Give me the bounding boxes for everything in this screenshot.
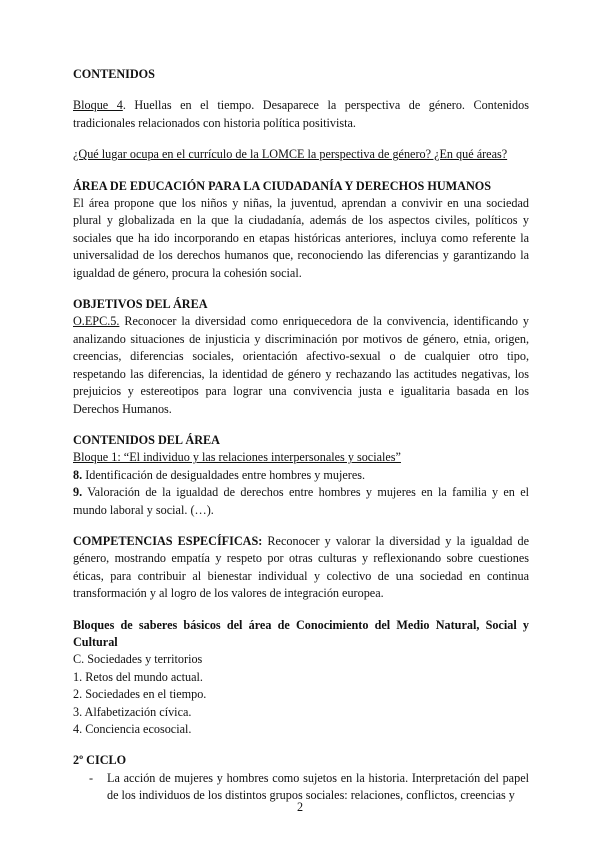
objetivo-code: O.EPC.5. — [73, 314, 120, 329]
page-number: 2 — [296, 800, 304, 814]
objetivo-text: Reconocer la diversidad como enriquecedora de la convivencia, identificando y analizando situaciones de injusticia y discriminación por motivos de género, etnia, origen, creencias, diferencias sociales, orientación afectivo-sexual o de cualquier otro tipo, respetando las diferencias, la identidad de género y rechazando las actitudes negativas, los prejuicios y estereotipos para lograr una convivencia justa e igualitaria basada en los Derechos Humanos. — [73, 314, 529, 416]
ciclo-heading: 2º CICLO — [73, 753, 127, 768]
objetivos-paragraph — [73, 313, 529, 417]
saberes-item: 2. Sociedades en el tiempo. — [73, 687, 207, 702]
saberes-item: 1. Retos del mundo actual. — [73, 669, 203, 684]
area-heading: ÁREA DE EDUCACIÓN PARA LA CIUDADANÍA Y DERECHOS HUMANOS — [73, 178, 492, 193]
saberes-heading: Bloques de saberes básicos del área de Conocimiento del Medio Natural, Social y Cultural — [73, 617, 529, 649]
contenidos-heading: CONTENIDOS — [73, 67, 155, 81]
bloque4-paragraph — [73, 97, 529, 132]
item-9-number: 9. — [73, 485, 83, 500]
contenidos-area-heading: CONTENIDOS DEL ÁREA — [73, 432, 220, 447]
saberes-item: 3. Alfabetización cívica. — [73, 704, 192, 719]
ciclo-bullet: - La acción de mujeres y hombres como sujetos en la historia. Interpretación del papel de los individuos de los distintos grupos sociales: relaciones, conflictos, creencias y — [107, 770, 529, 805]
bloque4-label: Bloque 4 — [73, 98, 123, 113]
competencias-text: Reconocer y valorar la diversidad y la igualdad de género, mostrando empatía y respeto por otras culturas y reflexionando sobre cuestiones éticas, para contribuir al bienestar individual y colectivo de una sociedad en continua transformación y al logro de los valores de integración europea. — [73, 533, 529, 601]
item-8 — [73, 467, 529, 484]
objetivos-heading: OBJETIVOS DEL ÁREA — [73, 297, 208, 312]
competencias-paragraph — [73, 533, 529, 603]
item-9-text: Valoración de la igualdad de derechos entre hombres y mujeres en la familia y en el mundo laboral y social. (…). — [73, 485, 529, 517]
competencias-label: COMPETENCIAS ESPECÍFICAS: — [73, 533, 263, 548]
bloque1-title: Bloque 1: “El individuo y las relaciones interpersonales y sociales” — [73, 450, 401, 465]
page-content — [73, 66, 529, 805]
item-8-text: Identificación de desigualdades entre hombres y mujeres. — [82, 467, 366, 482]
item-8-number: 8. — [73, 467, 83, 482]
curriculum-question: ¿Qué lugar ocupa en el currículo de la LOMCE la perspectiva de género? ¿En qué áreas? — [73, 147, 508, 162]
bloque4-text: . Huellas en el tiempo. Desaparece la perspectiva de género. Contenidos tradicionales relacionados con historia política positivista. — [73, 98, 529, 130]
saberes-item: 4. Conciencia ecosocial. — [73, 722, 192, 736]
item-9 — [73, 484, 529, 519]
saberes-item: C. Sociedades y territorios — [73, 652, 203, 667]
area-paragraph: El área propone que los niños y niñas, la juventud, aprendan a convivir en una sociedad plural y globalizada en la que la ciudadanía, además de los aspectos civiles, políticos y sociales que ha ido incorporando en etapas históricas anteriores, incluya como referente la universalidad de los derechos humanos que, reconociendo las diferencias y garantizando la igualdad de género, procura la cohesión social. — [73, 196, 529, 280]
